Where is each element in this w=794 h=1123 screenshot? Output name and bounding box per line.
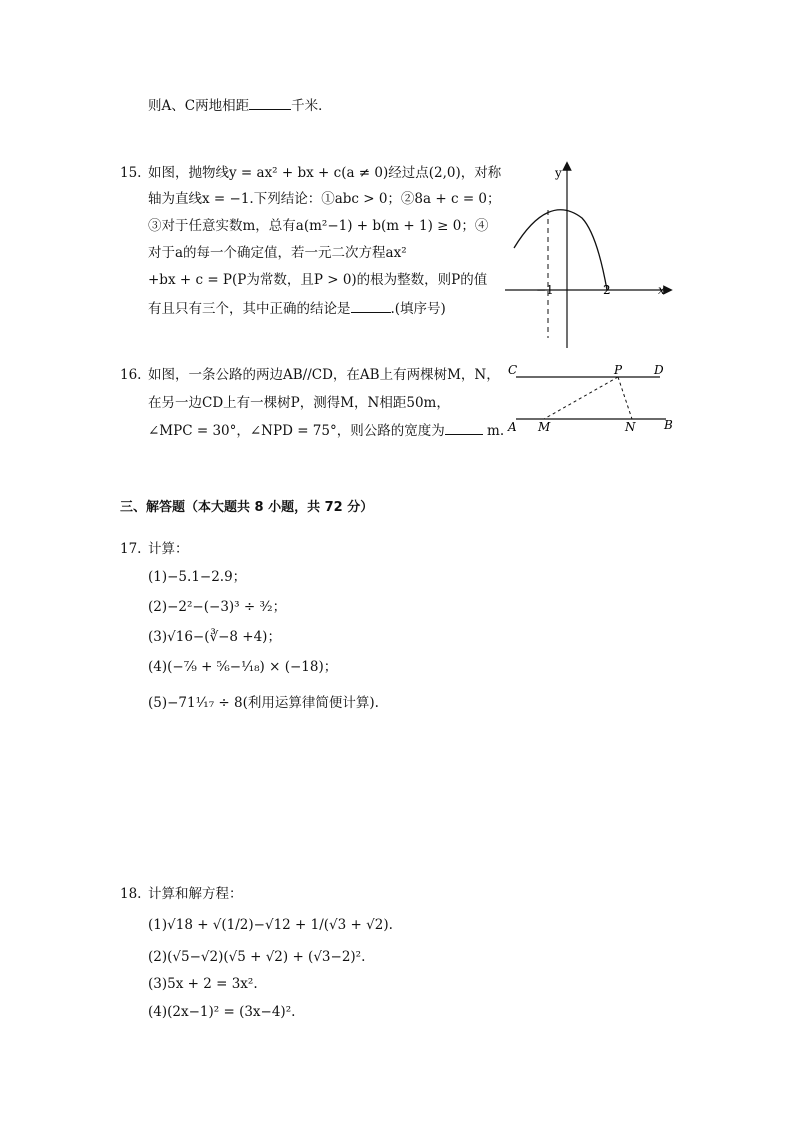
segment-PM [544, 377, 618, 419]
section-3-heading: 三、解答题（本大题共 8 小题，共 72 分） [120, 500, 374, 515]
parabola-curve [514, 210, 607, 290]
q18-item-2: (2)(√5−√2)(√5 + √2) + (√3−2)². [148, 949, 366, 965]
q17-item-2: (2)−2²−(−3)³ ÷ ³⁄₂； [148, 599, 287, 615]
q14-tail-line [148, 96, 332, 115]
label-A: A [508, 420, 517, 434]
q15-number: 15. [120, 165, 142, 181]
q17-item-1: (1)−5.1−2.9； [148, 569, 247, 585]
q18-item-4: (4)(2x−1)² = (3x−4)². [148, 1004, 296, 1020]
q18-number: 18. [120, 886, 142, 902]
q18-item-1: (1)√18 + √(1/2)−√12 + 1/(√3 + √2). [148, 917, 393, 933]
y-axis-label: y [555, 166, 562, 180]
q15-last-prefix: 有且只有三个，其中正确的结论是 [148, 301, 351, 317]
label-N: N [625, 420, 636, 434]
q16-road-figure [504, 360, 684, 435]
q14-unit: 千米． [291, 98, 332, 114]
q17-item-4: (4)(−⁷⁄₉ + ⁵⁄₆−¹⁄₁₈) × (−18)； [148, 659, 338, 675]
q18-item-3: (3)5x + 2 = 3x². [148, 976, 258, 992]
label-neg1: −1 [536, 283, 554, 297]
label-2: 2 [603, 283, 611, 297]
q17-item-3: (3)√16−(∛−8 +4)； [148, 629, 281, 645]
q18-title: 计算和解方程： [148, 886, 243, 902]
q17-item-5: (5)−71¹⁄₁₇ ÷ 8(利用运算律简便计算). [148, 695, 379, 711]
label-D: D [654, 363, 664, 377]
q14-answer-blank[interactable] [249, 96, 291, 110]
q16-number: 16. [120, 367, 142, 383]
q15-answer-blank[interactable] [351, 299, 391, 313]
label-P: P [614, 363, 623, 377]
x-axis-label: x [658, 283, 665, 297]
q16-line-1: 如图，一条公路的两边AB//CD，在AB上有两棵树M，N， [148, 367, 500, 383]
q16-line-3 [148, 421, 504, 440]
q15-line-5: +bx + c = P(P为常数，且P > 0)的根为整数，则P的值 [148, 272, 488, 288]
q15-line-4: 对于a的每一个确定值，若一元二次方程ax² [148, 245, 407, 261]
q16-answer-blank[interactable] [445, 421, 483, 435]
q15-line-2: 轴为直线x = −1.下列结论：①abc > 0；②8a + c = 0； [148, 191, 501, 207]
q15-line-6 [148, 299, 446, 318]
q14-tail-text: 则A、C两地相距 [148, 98, 250, 114]
label-M: M [538, 420, 551, 434]
label-B: B [664, 418, 673, 432]
q16-line-2: 在另一边CD上有一棵树P，测得M，N相距50m， [148, 395, 450, 411]
q15-line-3: ③对于任意实数m，总有a(m²−1) + b(m + 1) ≥ 0；④ [148, 218, 489, 234]
q15-last-suffix: .(填序号) [390, 301, 446, 317]
q16-last-prefix: ∠MPC = 30°，∠NPD = 75°，则公路的宽度为 [148, 423, 445, 439]
q16-last-suffix: m. [487, 423, 505, 439]
q15-line-1: 如图，抛物线y = ax² + bx + c(a ≠ 0)经过点(2,0)，对称 [148, 165, 502, 181]
q15-parabola-graph [500, 162, 680, 352]
q17-number: 17. [120, 541, 142, 557]
q17-title: 计算： [148, 541, 189, 557]
label-C: C [508, 363, 518, 377]
segment-PN [618, 377, 632, 419]
